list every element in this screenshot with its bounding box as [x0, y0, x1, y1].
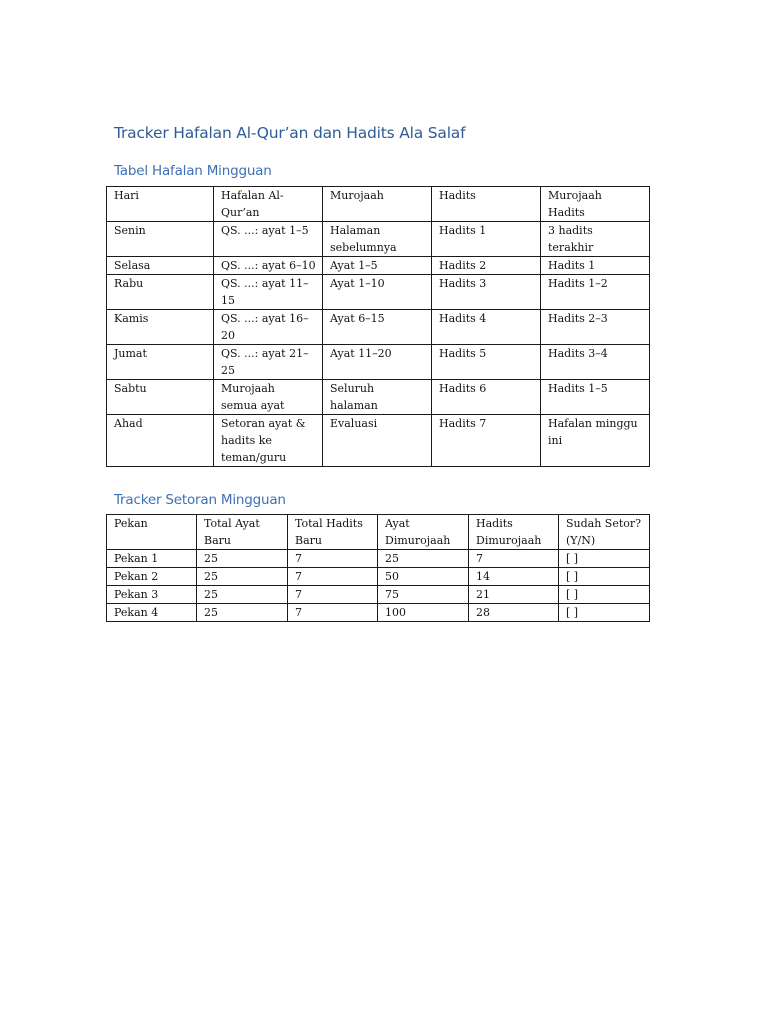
- table-cell: Kamis: [107, 310, 214, 345]
- table-cell: Sabtu: [107, 380, 214, 415]
- checkbox-placeholder: [ ]: [559, 568, 650, 586]
- table-cell: 14: [469, 568, 559, 586]
- table-cell: 21: [469, 586, 559, 604]
- table-cell: Hadits 1: [541, 257, 650, 275]
- table-row: [107, 568, 650, 586]
- table-cell: Ayat 11–20: [323, 345, 432, 380]
- table-row: [107, 415, 650, 467]
- table-cell: 7: [288, 586, 378, 604]
- table-cell: 25: [197, 586, 288, 604]
- table-row: [107, 345, 650, 380]
- table-cell: Ayat 1–10: [323, 275, 432, 310]
- table-row: [107, 550, 650, 568]
- table-cell: Pekan 3: [107, 586, 197, 604]
- table-cell: 7: [469, 550, 559, 568]
- document-title: Tracker Hafalan Al-Qur’an dan Hadits Ala Salaf: [114, 124, 466, 142]
- column-header: Murojaah: [323, 187, 432, 222]
- table-cell: Murojaah semua ayat: [214, 380, 323, 415]
- table-cell: Halaman sebelumnya: [323, 222, 432, 257]
- table-cell: Hadits 2–3: [541, 310, 650, 345]
- table-cell: 3 hadits terakhir: [541, 222, 650, 257]
- column-header: Pekan: [107, 515, 197, 550]
- table-cell: Ayat 6–15: [323, 310, 432, 345]
- table-cell: Rabu: [107, 275, 214, 310]
- column-header: Hadits: [432, 187, 541, 222]
- table-cell: Ahad: [107, 415, 214, 467]
- table-cell: QS. ...: ayat 11– 15: [214, 275, 323, 310]
- column-header: Total Hadits Baru: [288, 515, 378, 550]
- table-cell: Pekan 4: [107, 604, 197, 622]
- table-cell: Hafalan minggu ini: [541, 415, 650, 467]
- table-cell: 25: [197, 550, 288, 568]
- table-cell: QS. ...: ayat 16– 20: [214, 310, 323, 345]
- table-cell: Seluruh halaman: [323, 380, 432, 415]
- section-heading-hafalan: Tabel Hafalan Mingguan: [114, 163, 272, 179]
- checkbox-placeholder: [ ]: [559, 586, 650, 604]
- table-header-row: [107, 187, 650, 222]
- table-row: [107, 586, 650, 604]
- table-cell: 100: [378, 604, 469, 622]
- table-cell: Hadits 3–4: [541, 345, 650, 380]
- table-cell: 25: [197, 568, 288, 586]
- table-cell: QS. ...: ayat 1–5: [214, 222, 323, 257]
- table-cell: Selasa: [107, 257, 214, 275]
- table-cell: 28: [469, 604, 559, 622]
- table-row: [107, 257, 650, 275]
- table-cell: Evaluasi: [323, 415, 432, 467]
- column-header: Ayat Dimurojaah: [378, 515, 469, 550]
- table-cell: Hadits 1: [432, 222, 541, 257]
- table-cell: QS. ...: ayat 6–10: [214, 257, 323, 275]
- table-cell: Hadits 5: [432, 345, 541, 380]
- table-cell: Setoran ayat & hadits ke teman/guru: [214, 415, 323, 467]
- table-cell: 50: [378, 568, 469, 586]
- column-header: Hari: [107, 187, 214, 222]
- table-cell: 7: [288, 568, 378, 586]
- table-cell: Pekan 1: [107, 550, 197, 568]
- column-header: Hadits Dimurojaah: [469, 515, 559, 550]
- column-header: Hafalan Al- Qur’an: [214, 187, 323, 222]
- table-cell: Hadits 1–5: [541, 380, 650, 415]
- column-header: Murojaah Hadits: [541, 187, 650, 222]
- table-cell: QS. ...: ayat 21– 25: [214, 345, 323, 380]
- table-header-row: [107, 515, 650, 550]
- table-cell: 25: [197, 604, 288, 622]
- table-row: [107, 222, 650, 257]
- checkbox-placeholder: [ ]: [559, 604, 650, 622]
- table-cell: 75: [378, 586, 469, 604]
- table-cell: Ayat 1–5: [323, 257, 432, 275]
- table-row: [107, 275, 650, 310]
- table-cell: Senin: [107, 222, 214, 257]
- table-row: [107, 604, 650, 622]
- table-cell: Jumat: [107, 345, 214, 380]
- table-cell: Hadits 2: [432, 257, 541, 275]
- section-heading-setoran: Tracker Setoran Mingguan: [114, 492, 286, 508]
- table-cell: Hadits 7: [432, 415, 541, 467]
- table-row: [107, 310, 650, 345]
- table-cell: 7: [288, 604, 378, 622]
- hafalan-table: [106, 186, 650, 467]
- table-cell: Hadits 4: [432, 310, 541, 345]
- table-cell: Hadits 6: [432, 380, 541, 415]
- table-cell: Pekan 2: [107, 568, 197, 586]
- table-cell: Hadits 3: [432, 275, 541, 310]
- table-row: [107, 380, 650, 415]
- checkbox-placeholder: [ ]: [559, 550, 650, 568]
- column-header: Sudah Setor? (Y/N): [559, 515, 650, 550]
- column-header: Total Ayat Baru: [197, 515, 288, 550]
- table-cell: Hadits 1–2: [541, 275, 650, 310]
- table-cell: 7: [288, 550, 378, 568]
- table-cell: 25: [378, 550, 469, 568]
- setoran-table: [106, 514, 650, 622]
